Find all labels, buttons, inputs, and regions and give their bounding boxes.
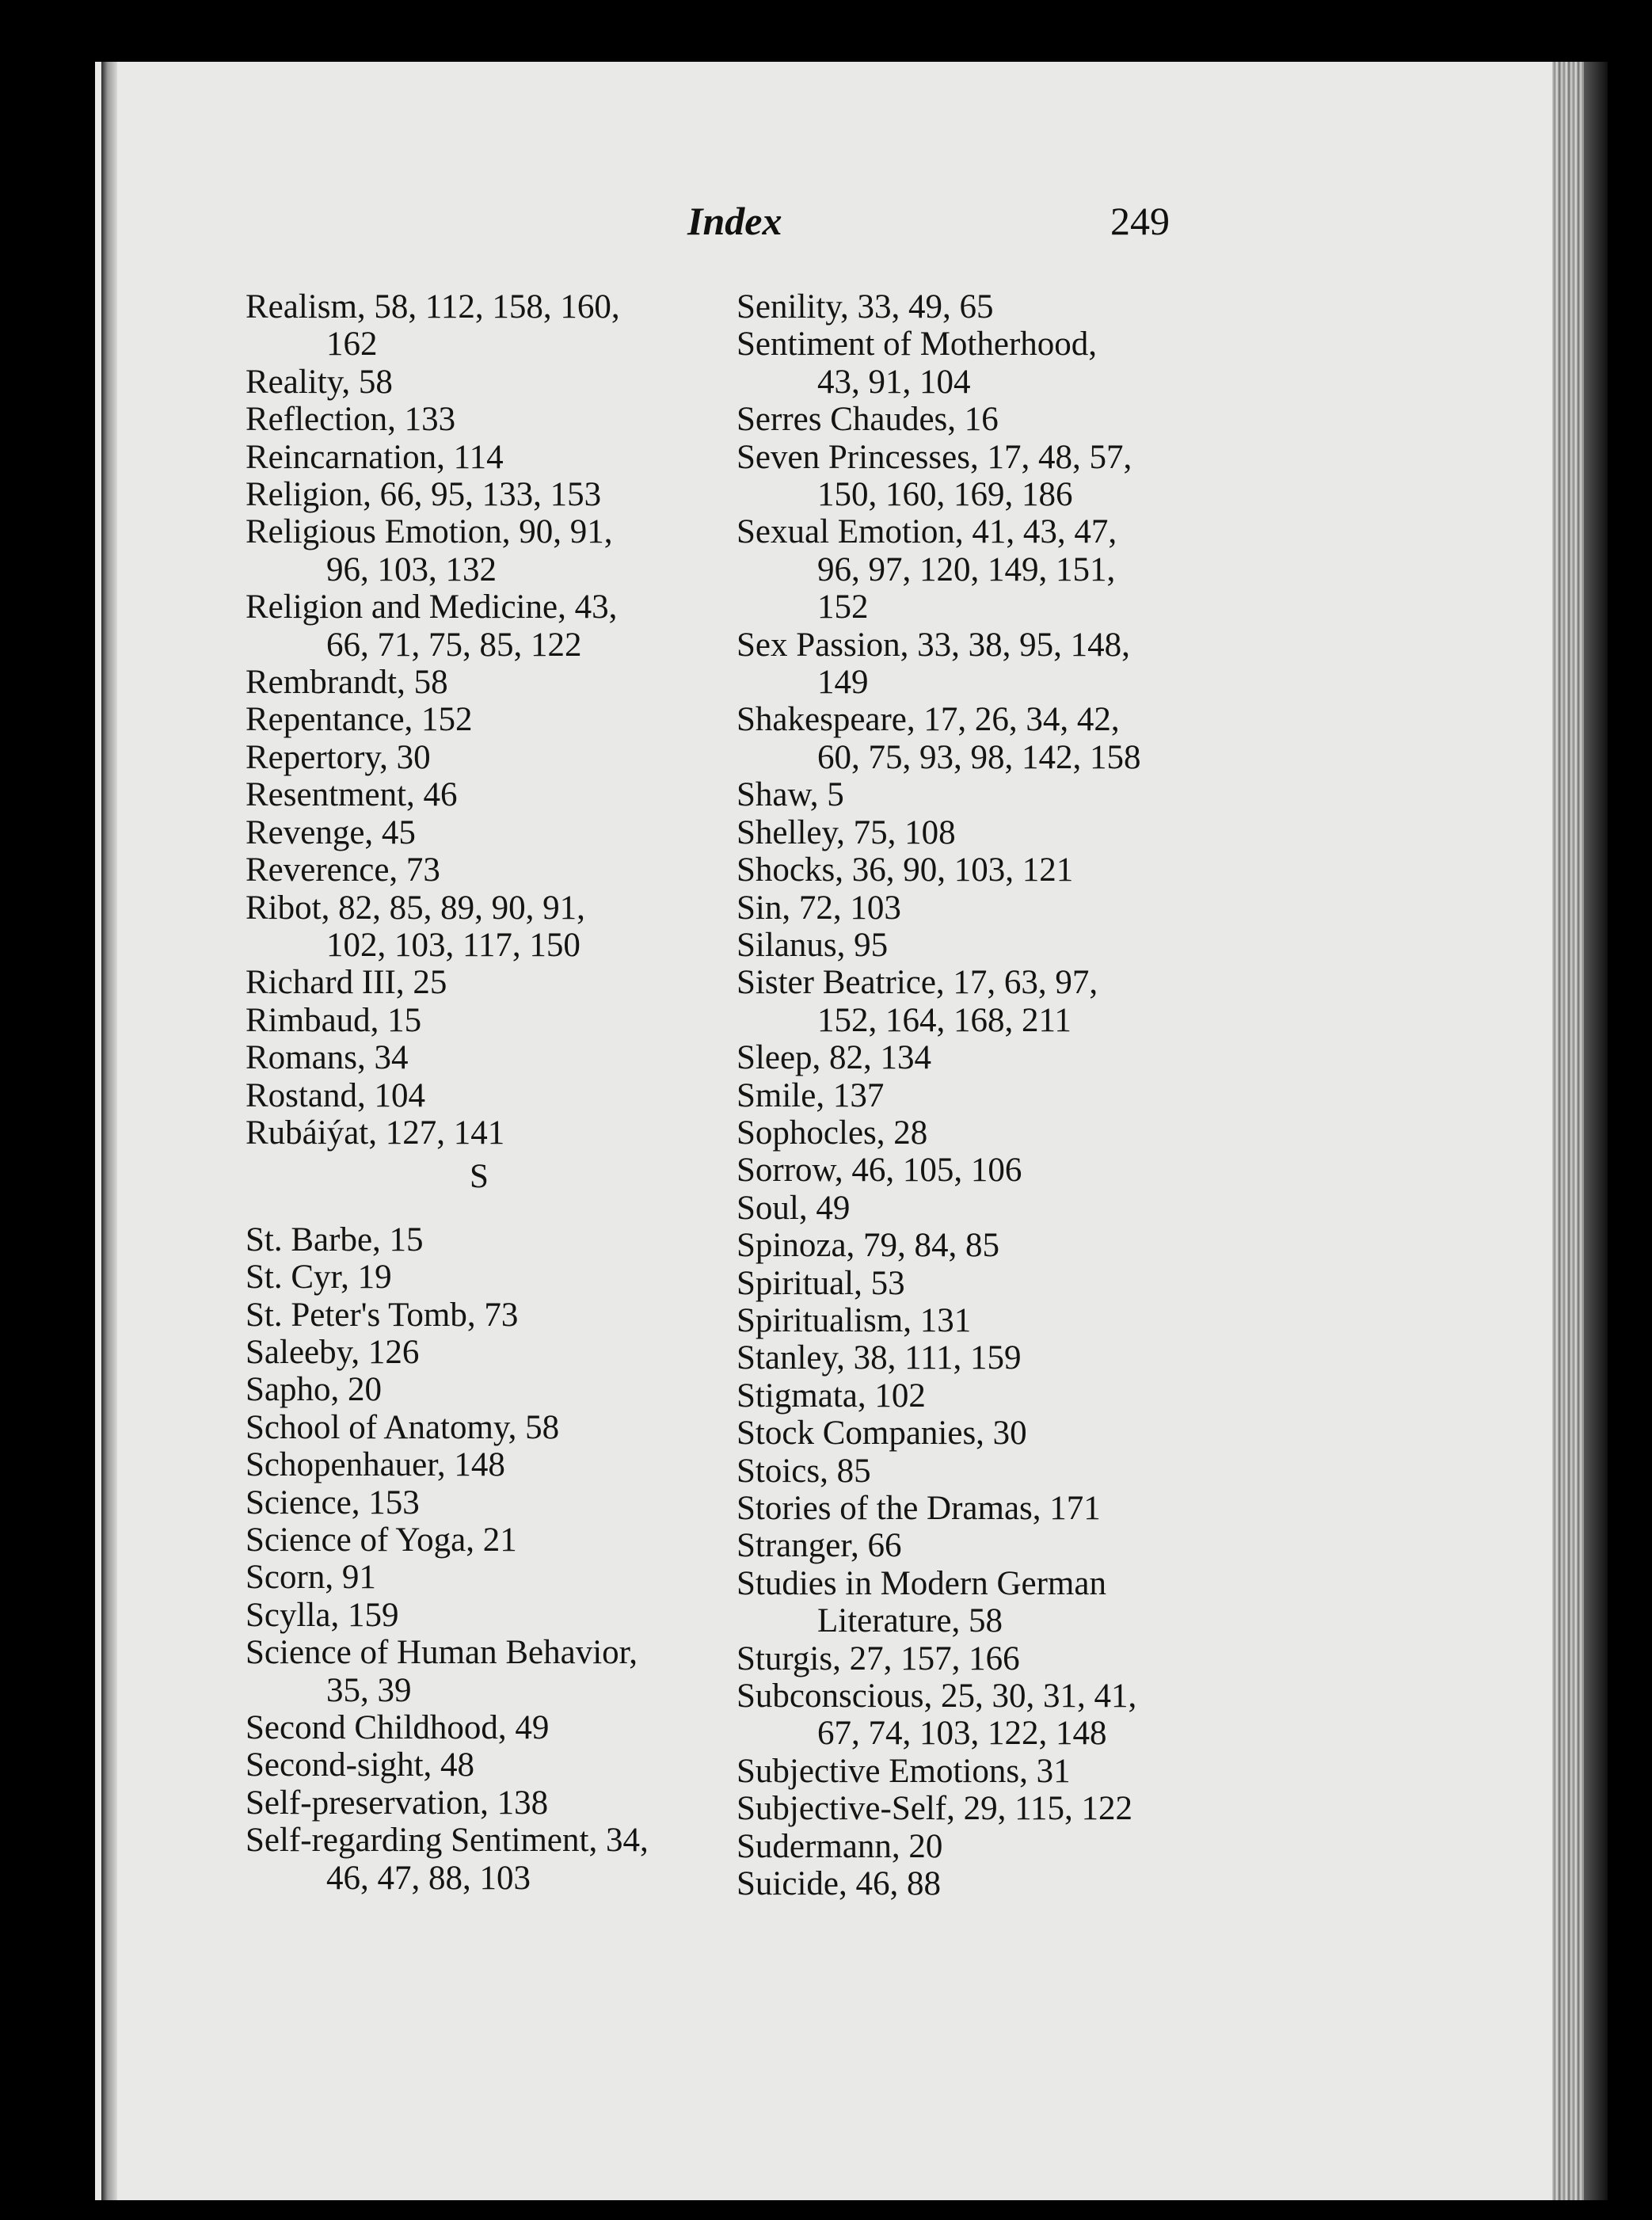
index-entry: Shaw, 5 bbox=[737, 776, 844, 814]
index-entry: Serres Chaudes, 16 bbox=[737, 401, 999, 439]
index-entry: Stories of the Dramas, 171 bbox=[737, 1490, 1101, 1527]
index-entry: Spinoza, 79, 84, 85 bbox=[737, 1227, 1000, 1265]
index-entry: Subjective-Self, 29, 115, 122 bbox=[737, 1790, 1133, 1828]
index-entry: Religious Emotion, 90, 91, bbox=[246, 513, 613, 551]
index-entry: Self-preservation, 138 bbox=[246, 1784, 549, 1822]
index-entry: Science of Yoga, 21 bbox=[246, 1521, 517, 1559]
index-entry: Scylla, 159 bbox=[246, 1596, 399, 1634]
index-entry: Stanley, 38, 111, 159 bbox=[737, 1339, 1022, 1377]
index-entry-continuation: 152, 164, 168, 211 bbox=[817, 1001, 1072, 1039]
index-entry: St. Cyr, 19 bbox=[246, 1259, 392, 1297]
index-entry: Silanus, 95 bbox=[737, 926, 889, 964]
index-entry: Science, 153 bbox=[246, 1483, 420, 1521]
index-entry: Sudermann, 20 bbox=[737, 1827, 943, 1865]
index-entry-continuation: 102, 103, 117, 150 bbox=[326, 926, 580, 964]
index-entry: School of Anatomy, 58 bbox=[246, 1408, 560, 1446]
index-entry: Repertory, 30 bbox=[246, 738, 431, 776]
index-entry: Sapho, 20 bbox=[246, 1371, 382, 1409]
index-entry: Shocks, 36, 90, 103, 121 bbox=[737, 851, 1074, 889]
index-entry: Scorn, 91 bbox=[246, 1559, 376, 1597]
index-entry: Sentiment of Motherhood, bbox=[737, 326, 1098, 364]
index-entry: Subjective Emotions, 31 bbox=[737, 1752, 1071, 1790]
index-entry: Rostand, 104 bbox=[246, 1076, 425, 1114]
index-entry: Second Childhood, 49 bbox=[246, 1709, 550, 1747]
index-entry-continuation: 66, 71, 75, 85, 122 bbox=[326, 626, 582, 664]
index-entry: Reflection, 133 bbox=[246, 401, 456, 439]
page-number: 249 bbox=[1110, 199, 1170, 243]
index-entry: Second-sight, 48 bbox=[246, 1746, 475, 1784]
index-entry: Religion and Medicine, 43, bbox=[246, 588, 618, 626]
index-entry: Rembrandt, 58 bbox=[246, 664, 448, 702]
index-entry: Repentance, 152 bbox=[246, 701, 473, 739]
index-entry-continuation: 149 bbox=[817, 664, 869, 702]
index-entry-continuation: 35, 39 bbox=[326, 1671, 412, 1709]
index-group-s-cont bbox=[737, 288, 1196, 1902]
index-entry: Seven Princesses, 17, 48, 57, bbox=[737, 438, 1132, 476]
index-entry-continuation: 96, 97, 120, 149, 151, bbox=[817, 550, 1116, 588]
index-entry: Studies in Modern German bbox=[737, 1564, 1106, 1602]
index-entry: Revenge, 45 bbox=[246, 813, 416, 851]
index-entry: Rimbaud, 15 bbox=[246, 1001, 422, 1039]
index-entry-continuation: 150, 160, 169, 186 bbox=[817, 476, 1073, 514]
index-entry: Sturgis, 27, 157, 166 bbox=[737, 1639, 1020, 1677]
book-edge-shadow bbox=[1584, 62, 1608, 2200]
index-entry: Stranger, 66 bbox=[737, 1527, 902, 1565]
index-entry: Reverence, 73 bbox=[246, 851, 440, 889]
index-entry: Soul, 49 bbox=[737, 1189, 851, 1227]
index-entry-continuation: 60, 75, 93, 98, 142, 158 bbox=[817, 738, 1141, 776]
index-entry: Suicide, 46, 88 bbox=[737, 1865, 941, 1903]
index-entry: Resentment, 46 bbox=[246, 776, 458, 814]
index-entry: Stoics, 85 bbox=[737, 1452, 871, 1490]
index-entry: Smile, 137 bbox=[737, 1076, 885, 1114]
index-entry: Sin, 72, 103 bbox=[737, 889, 901, 927]
index-entry-continuation: 67, 74, 103, 122, 148 bbox=[817, 1715, 1107, 1753]
index-entry: Self-regarding Sentiment, 34, bbox=[246, 1822, 649, 1860]
index-entry-continuation: Literature, 58 bbox=[817, 1602, 1003, 1640]
page-gutter-left bbox=[101, 62, 117, 2200]
index-column-left bbox=[246, 288, 713, 1897]
index-entry: Religion, 66, 95, 133, 153 bbox=[246, 476, 602, 514]
index-entry: Realism, 58, 112, 158, 160, bbox=[246, 288, 620, 326]
section-letter: S bbox=[470, 1158, 489, 1196]
index-entry: Spiritualism, 131 bbox=[737, 1301, 972, 1339]
index-entry: Sophocles, 28 bbox=[737, 1114, 928, 1152]
index-entry: Schopenhauer, 148 bbox=[246, 1446, 505, 1484]
index-entry: Subconscious, 25, 30, 31, 41, bbox=[737, 1677, 1137, 1715]
index-entry: Stigmata, 102 bbox=[737, 1377, 926, 1415]
index-entry-continuation: 162 bbox=[326, 326, 378, 364]
index-entry-continuation: 96, 103, 132 bbox=[326, 550, 497, 588]
index-entry: Rubáiýat, 127, 141 bbox=[246, 1114, 505, 1152]
running-head-title: Index bbox=[687, 199, 782, 243]
index-entry: Romans, 34 bbox=[246, 1039, 409, 1077]
index-entry: Spiritual, 53 bbox=[737, 1264, 905, 1302]
index-entry: Senility, 33, 49, 65 bbox=[737, 288, 994, 326]
index-entry-continuation: 43, 91, 104 bbox=[817, 363, 971, 401]
index-entry: Reincarnation, 114 bbox=[246, 438, 504, 476]
index-entry: Stock Companies, 30 bbox=[737, 1415, 1027, 1453]
index-entry: Science of Human Behavior, bbox=[246, 1634, 638, 1672]
index-entry: St. Barbe, 15 bbox=[246, 1220, 424, 1259]
index-entry-continuation: 152 bbox=[817, 588, 869, 626]
index-entry: Sexual Emotion, 41, 43, 47, bbox=[737, 513, 1117, 551]
index-entry: Shakespeare, 17, 26, 34, 42, bbox=[737, 701, 1120, 739]
index-entry: Saleeby, 126 bbox=[246, 1333, 420, 1371]
index-entry: Sorrow, 46, 105, 106 bbox=[737, 1152, 1022, 1190]
index-entry: Sex Passion, 33, 38, 95, 148, bbox=[737, 626, 1130, 664]
index-entry: Reality, 58 bbox=[246, 363, 393, 401]
index-entry: St. Peter's Tomb, 73 bbox=[246, 1296, 519, 1334]
index-entry: Sleep, 82, 134 bbox=[737, 1039, 932, 1077]
index-entry: Sister Beatrice, 17, 63, 97, bbox=[737, 964, 1098, 1002]
index-column-right bbox=[737, 288, 1196, 1902]
index-group-r bbox=[246, 288, 713, 1152]
index-entry: Ribot, 82, 85, 89, 90, 91, bbox=[246, 889, 585, 927]
index-entry: Richard III, 25 bbox=[246, 964, 447, 1002]
index-group-s bbox=[246, 1221, 713, 1897]
index-entry-continuation: 46, 47, 88, 103 bbox=[326, 1859, 531, 1897]
index-entry: Shelley, 75, 108 bbox=[737, 813, 956, 851]
